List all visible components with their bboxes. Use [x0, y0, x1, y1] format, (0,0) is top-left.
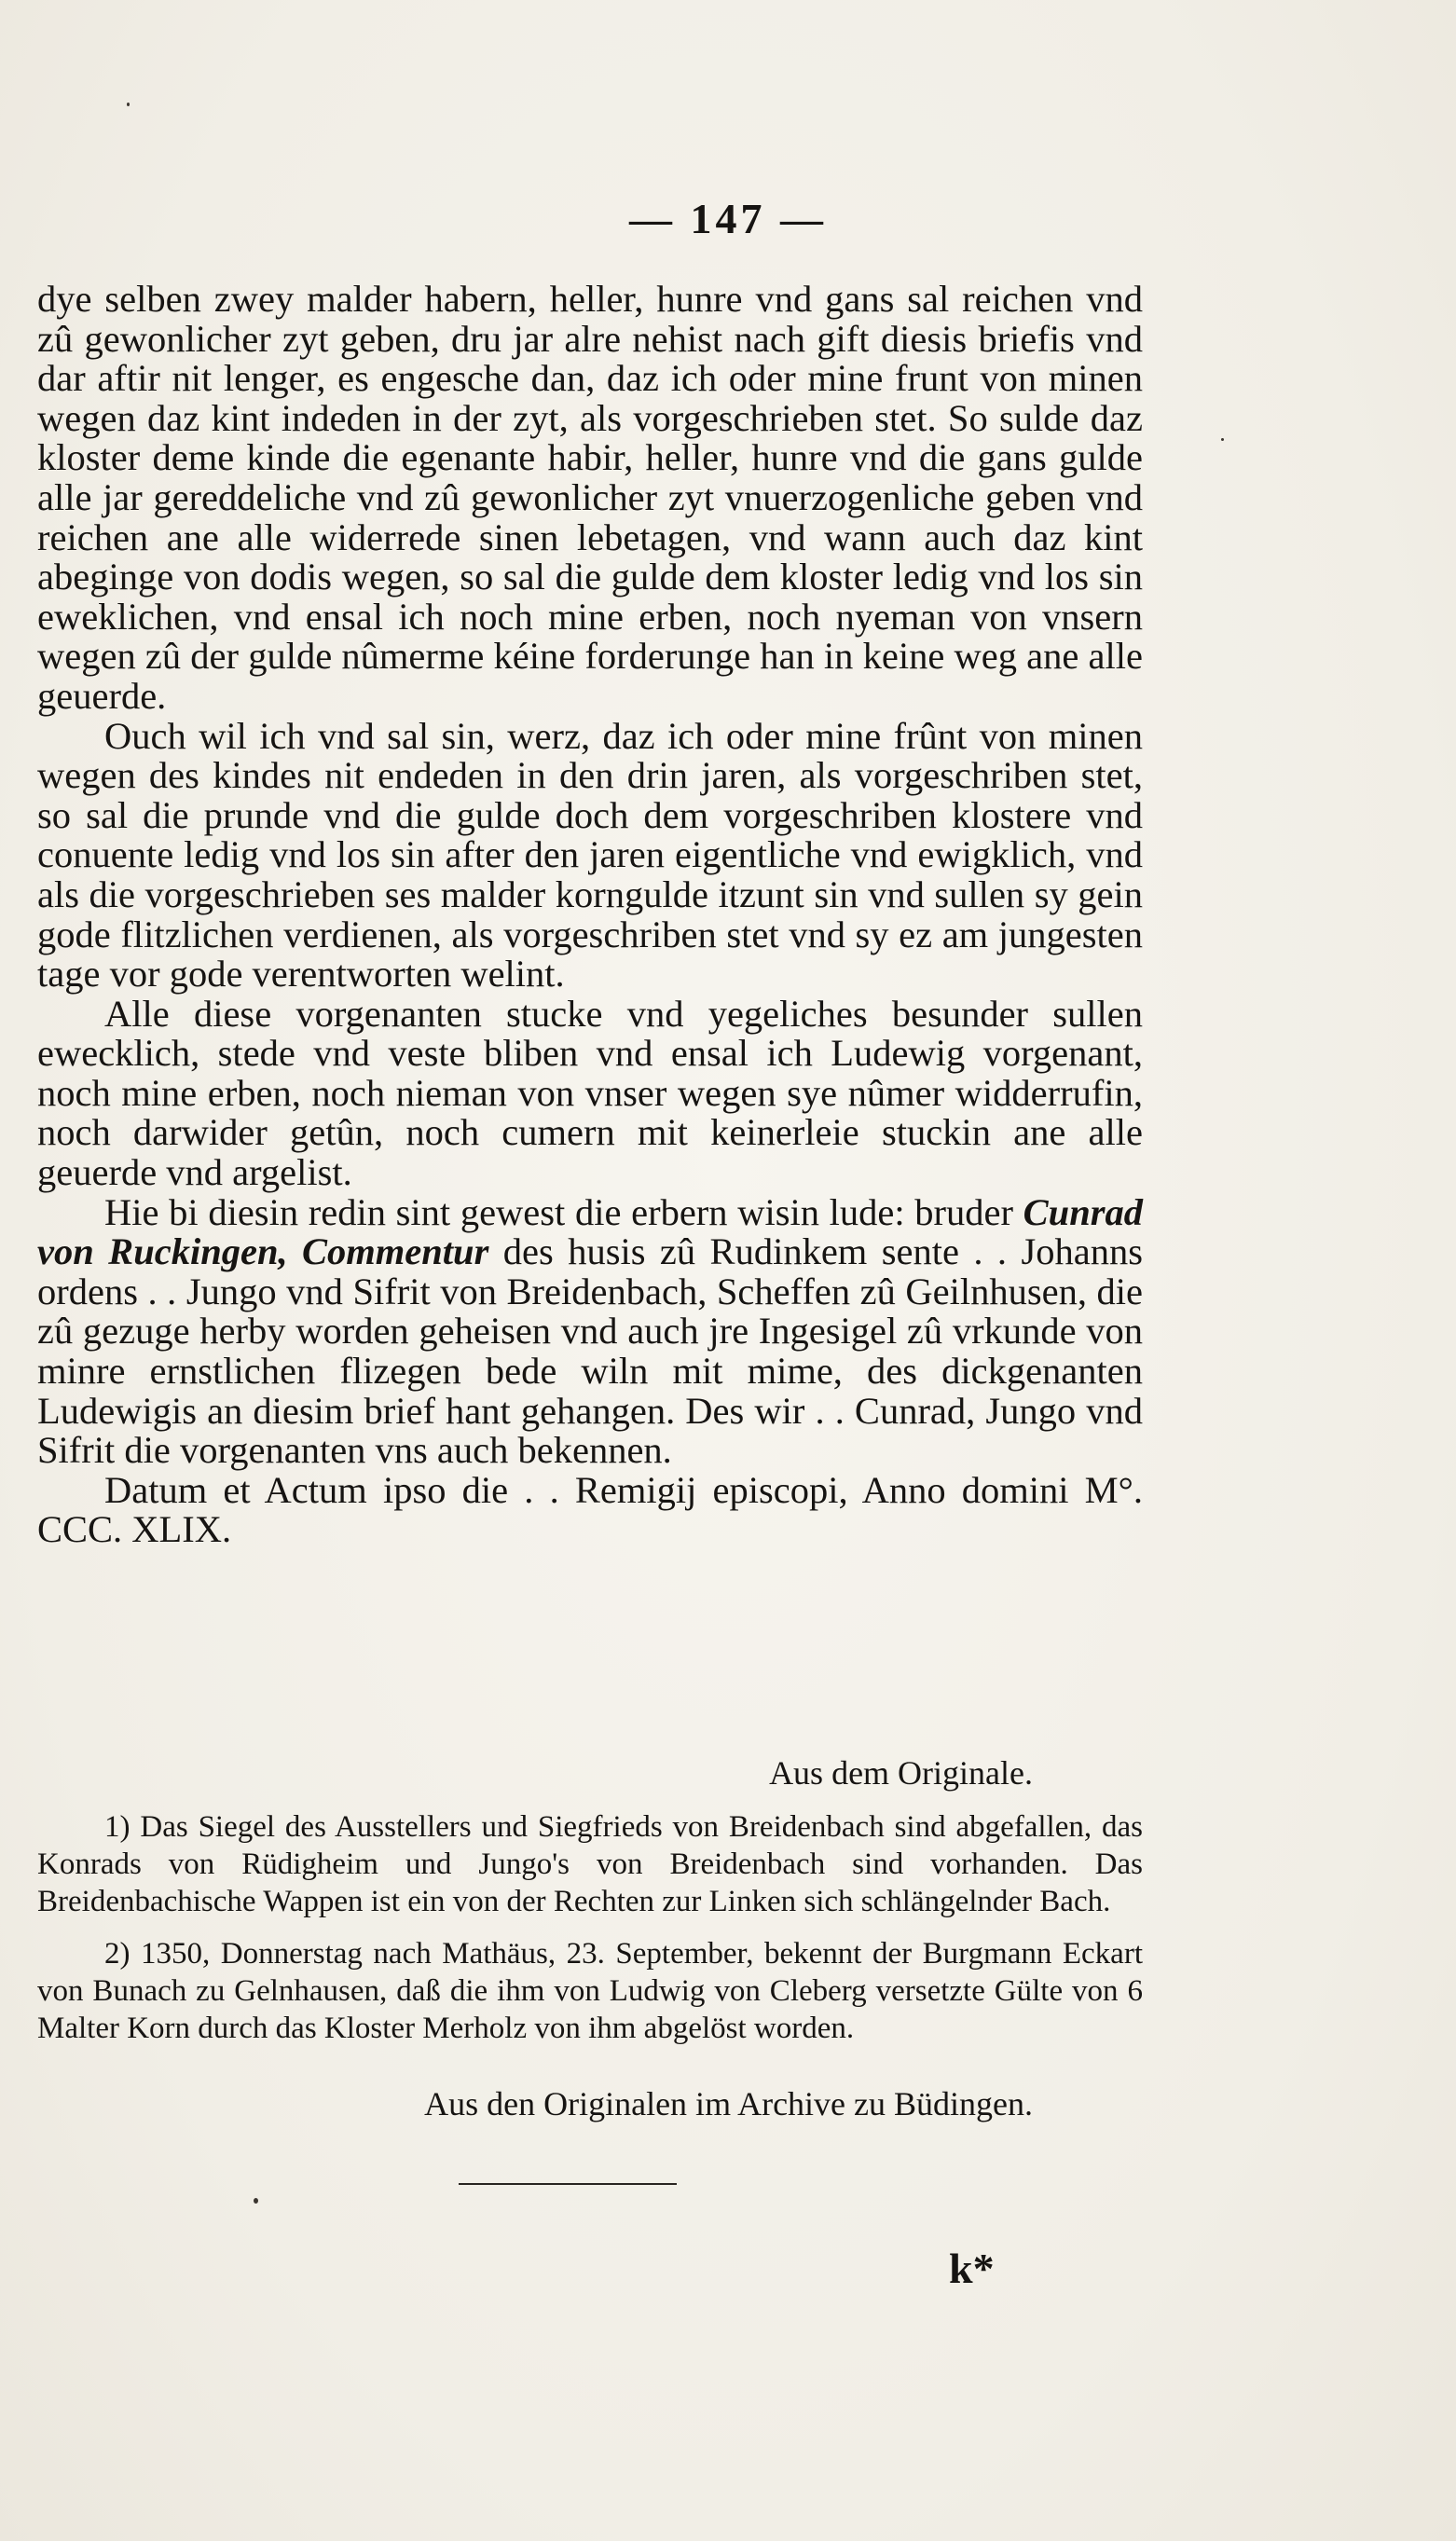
- paragraph-4: [37, 1190, 1143, 1472]
- section-divider: [459, 2183, 677, 2185]
- main-text: [37, 280, 1143, 1550]
- paragraph-3: Alle diese vorgenanten stucke vnd yegeliches besunder sullen ewecklich, stede vnd veste bliben vnd ensal ich Ludewig vorgenant, noch mine erben, noch nieman von vnser wegen sye nûmer widderrufin, noch darwider getûn, noch cumern mit keinerleie stuckin ane alle geuerde vnd argelist.: [37, 992, 1143, 1194]
- print-speck: [254, 2198, 258, 2204]
- paragraph-2: Ouch wil ich vnd sal sin, werz, daz ich oder mine frûnt von minen wegen des kindes nit endeden in den drin jaren, als vorgeschriben stet, so sal die prunde vnd die gulde doch dem vorgeschriben klostere vnd conuente ledig vnd los sin after den jaren eigentliche vnd ewigklich, vnd als die vorgeschrieben ses malder korngulde itzunt sin vnd sullen sy gein gode flitzlichen verdienen, als vorgeschriben stet vnd sy ez am jungesten tage vor gode verentworten welint.: [37, 714, 1143, 996]
- footnotes: [37, 1808, 1143, 2062]
- print-speck: [1221, 438, 1224, 441]
- footnote-2: 2) 1350, Donnerstag nach Mathäus, 23. September, bekennt der Burgmann Eckart von Bunach zu Gelnhausen, daß die ihm von Ludwig von Cleberg versetzte Gülte von 6 Malter Korn durch das Kloster Merholz von ihm abgelöst worden.: [37, 1937, 1143, 2045]
- paragraph-4-after: des husis zû Rudinkem sente . . Johanns ordens . . Jungo vnd Sifrit von Breidenbach, Scheffen zû Geilnhusen, die zû gezuge herby worden geheisen vnd auch jre Ingesigel zû vrkunde von minre ernstlichen flizegen bede wiln mit mime, des dickgenanten Ludewigis an diesim brief hant gehangen. Des wir . . Cunrad, Jungo vnd Sifrit die vorgenanten vns auch bekennen.: [37, 1230, 1143, 1472]
- witness-name-italic: Cunrad von Ruckingen, Commentur: [37, 1190, 1143, 1273]
- paragraph-1: dye selben zwey malder habern, heller, hunre vnd gans sal reichen vnd zû gewonlicher zyt geben, dru jar alre nehist nach gift diesis briefis vnd dar aftir nit lenger, es engesche dan, daz ich oder mine frunt von minen wegen daz kint indeden in der zyt, als vorgeschrieben stet. So sulde daz kloster deme kinde die egenante habir, heller, hunre vnd die gans gulde alle jar gereddeliche vnd zû gewonlicher zyt vnuerzogenliche geben vnd reichen ane alle widerrede sinen lebetagen, vnd wann auch daz kint abeginge von dodis wegen, so sal die gulde dem kloster ledig vnd los sin eweklichen, vnd ensal ich noch mine erben, noch nyeman von vnsern wegen zû der gulde nûmerme kéine forderunge han in keine weg ane alle geuerde.: [37, 278, 1143, 717]
- source-note-archive: Aus den Originalen im Archive zu Büdingen.: [424, 2085, 1033, 2122]
- page-number: — 147 —: [629, 195, 827, 242]
- paragraph-4-before: Hie bi diesin redin sint gewest die erbern wisin lude: bruder: [104, 1190, 1023, 1233]
- signature-mark: k*: [949, 2245, 995, 2292]
- footnote-1: 1) Das Siegel des Ausstellers und Siegfrieds von Breidenbach sind abgefallen, das Konrads von Rüdigheim und Jungo's von Breidenbach sind vorhanden. Das Breidenbachische Wappen ist ein von der Rechten zur Linken sich schlängelnder Bach.: [37, 1810, 1143, 1918]
- paragraph-5-dating: Datum et Actum ipso die . . Remigij episcopi, Anno domini M°. CCC. XLIX.: [37, 1468, 1143, 1551]
- print-speck: [127, 103, 130, 106]
- source-note: Aus dem Originale.: [769, 1754, 1033, 1792]
